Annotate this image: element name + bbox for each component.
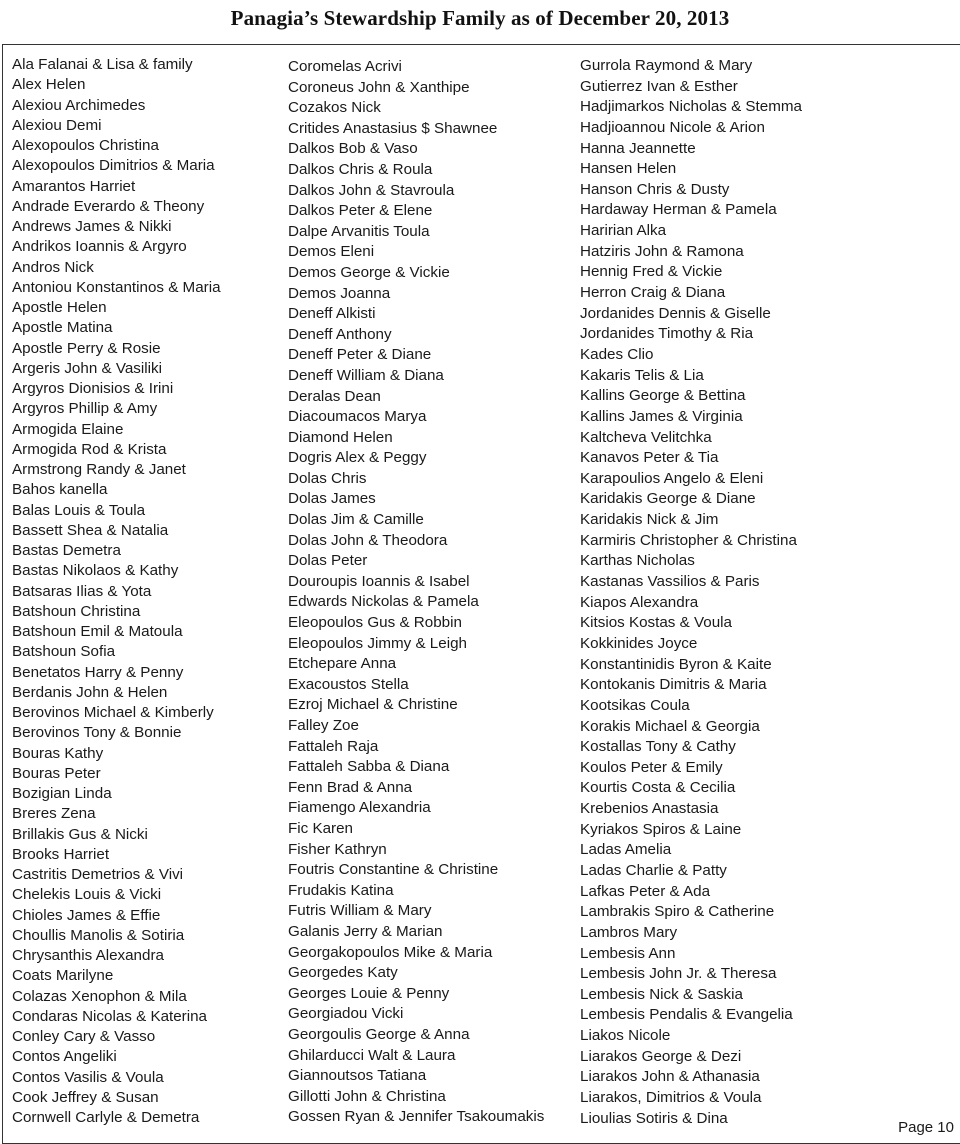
list-item: Hadjioannou Nicole & Arion	[580, 118, 765, 136]
list-item: Karthas Nicholas	[580, 552, 695, 570]
list-item: Dolas John & Theodora	[288, 531, 448, 549]
list-item: Kontokanis Dimitris & Maria	[580, 676, 767, 694]
list-item: Gurrola Raymond & Mary	[580, 57, 753, 74]
list-item: Bouras Peter	[12, 764, 101, 782]
list-item: Benetatos Harry & Penny	[12, 663, 184, 681]
list-item: Fisher Kathryn	[288, 840, 387, 858]
list-item: Batshoun Emil & Matoula	[12, 623, 183, 640]
list-item: Karapoulios Angelo & Eleni	[580, 469, 764, 487]
list-item: Apostle Matina	[12, 319, 113, 337]
list-item: Castritis Demetrios & Vivi	[12, 866, 184, 883]
list-item: Jordanides Dennis & Giselle	[580, 304, 771, 322]
list-item: Deneff Alkisti	[288, 305, 376, 323]
list-item: Giannoutsos Tatiana	[288, 1067, 427, 1085]
list-item: Liarakos, Dimitrios & Voula	[580, 1089, 762, 1107]
list-item: Ladas Charlie & Patty	[580, 861, 727, 879]
list-item: Berovinos Tony & Bonnie	[12, 724, 182, 742]
list-item: Berdanis John & Helen	[12, 683, 168, 701]
list-item: Contos Vasilis & Voula	[12, 1068, 164, 1086]
list-item: Cornwell Carlyle & Demetra	[12, 1109, 200, 1126]
page-number: Page 10	[898, 1119, 954, 1136]
list-item: Hardaway Herman & Pamela	[580, 201, 777, 219]
list-item: Chelekis Louis & Vicki	[12, 886, 162, 904]
list-item: Etchepare Anna	[288, 655, 397, 673]
name-column-1	[12, 55, 221, 1128]
list-item: Ladas Amelia	[580, 841, 672, 859]
list-item: Deneff Peter & Diane	[288, 346, 432, 364]
list-item: Batshoun Sofia	[12, 643, 116, 661]
list-item: Lembesis Pendalis & Evangelia	[580, 1006, 793, 1024]
list-item: Bastas Demetra	[12, 542, 121, 559]
list-item: Korakis Michael & Georgia	[580, 717, 760, 735]
list-item: Armogida Rod & Krista	[12, 440, 167, 458]
list-item: Liarakos John & Athanasia	[580, 1068, 760, 1086]
list-item: Coromelas Acrivi	[288, 58, 402, 75]
list-item: Breres Zena	[12, 805, 96, 823]
list-item: Hatziris John & Ramona	[580, 242, 744, 260]
list-item: Bouras Kathy	[12, 744, 104, 762]
list-item: Antoniou Konstantinos & Maria	[12, 278, 221, 296]
list-item: Georgedes Katy	[288, 964, 398, 982]
list-item: Brillakis Gus & Nicki	[12, 825, 148, 843]
list-item: Kyriakos Spiros & Laine	[580, 820, 742, 838]
list-item: Kourtis Costa & Cecilia	[580, 779, 736, 797]
list-item: Kades Clio	[580, 345, 654, 363]
name-column-3	[580, 56, 802, 1129]
list-item: Lambrakis Spiro & Catherine	[580, 903, 775, 921]
list-item: Argyros Phillip & Amy	[12, 400, 158, 418]
list-item: Haririan Alka	[580, 222, 667, 240]
list-item: Choullis Manolis & Sotiria	[12, 926, 185, 944]
list-item: Kastanas Vassilios & Paris	[580, 573, 760, 591]
list-item: Galanis Jerry & Marian	[288, 922, 443, 940]
list-item: Coroneus John & Xanthipe	[288, 78, 470, 96]
list-item: Douroupis Ioannis & Isabel	[288, 572, 470, 590]
list-item: Armstrong Randy & Janet	[12, 461, 186, 478]
list-item: Karidakis George & Diane	[580, 490, 756, 508]
list-item: Ghilarducci Walt & Laura	[288, 1046, 456, 1064]
list-item: Alexopoulos Dimitrios & Maria	[12, 157, 215, 175]
list-item: Fattaleh Raja	[288, 737, 379, 755]
list-item: Alexopoulos Christina	[12, 137, 159, 154]
list-item: Berovinos Michael & Kimberly	[12, 704, 214, 721]
list-item: Deneff Anthony	[288, 325, 392, 343]
list-item: Bastas Nikolaos & Kathy	[12, 562, 179, 580]
list-item: Kokkinides Joyce	[580, 634, 698, 652]
list-item: Balas Louis & Toula	[12, 501, 146, 519]
list-item: Kitsios Kostas & Voula	[580, 614, 732, 632]
list-item: Ezroj Michael & Christine	[288, 696, 458, 714]
list-item: Lembesis Nick & Saskia	[580, 985, 743, 1003]
list-item: Konstantinidis Byron & Kaite	[580, 655, 772, 673]
list-item: Diamond Helen	[288, 428, 393, 446]
list-item: Argeris John & Vasiliki	[12, 359, 162, 377]
list-item: Dalkos Chris & Roula	[288, 160, 433, 178]
list-item: Hadjimarkos Nicholas & Stemma	[580, 98, 802, 116]
list-item: Kaltcheva Velitchka	[580, 428, 712, 446]
list-item: Exacoustos Stella	[288, 675, 409, 693]
list-item: Fenn Brad & Anna	[288, 778, 413, 796]
list-item: Dolas Peter	[288, 552, 368, 570]
list-item: Colazas Xenophon & Mila	[12, 987, 187, 1005]
list-item: Contos Angeliki	[12, 1048, 117, 1066]
list-item: Dalkos Peter & Elene	[288, 202, 433, 220]
list-item: Coats Marilyne	[12, 967, 114, 985]
list-item: Kootsikas Coula	[580, 696, 690, 714]
list-item: Batshoun Christina	[12, 602, 141, 620]
list-item: Gutierrez Ivan & Esther	[580, 77, 738, 95]
list-item: Cozakos Nick	[288, 99, 381, 117]
list-item: Kallins George & Bettina	[580, 387, 746, 405]
list-item: Kallins James & Virginia	[580, 407, 743, 425]
list-item: Amarantos Harriet	[12, 177, 136, 195]
list-item: Karmiris Christopher & Christina	[580, 531, 797, 549]
list-item: Dalpe Arvanitis Toula	[288, 222, 430, 240]
list-item: Dalkos John & Stavroula	[288, 181, 455, 199]
list-item: Alexiou Archimedes	[12, 96, 146, 114]
list-item: Kostallas Tony & Cathy	[580, 738, 736, 756]
list-item: Fattaleh Sabba & Diana	[288, 758, 450, 776]
list-item: Demos Eleni	[288, 243, 375, 261]
list-item: Kiapos Alexandra	[580, 593, 699, 611]
list-item: Demos George & Vickie	[288, 263, 450, 281]
list-item: Conley Cary & Vasso	[12, 1028, 156, 1045]
list-item: Hanson Chris & Dusty	[580, 180, 730, 198]
list-item: Deneff William & Diana	[288, 366, 444, 384]
list-item: Krebenios Anastasia	[580, 800, 719, 818]
list-item: Condaras Nicolas & Katerina	[12, 1007, 208, 1025]
list-item: Lambros Mary	[580, 923, 678, 941]
list-item: Georgoulis George & Anna	[288, 1025, 470, 1043]
list-item: Apostle Helen	[12, 299, 107, 316]
list-item: Lioulias Sotiris & Dina	[580, 1109, 728, 1127]
list-item: Diacoumacos Marya	[288, 408, 427, 426]
list-item: Chioles James & Effie	[12, 906, 161, 924]
list-item: Brooks Harriet	[12, 845, 110, 863]
list-item: Alexiou Demi	[12, 116, 102, 134]
list-item: Georges Louie & Penny	[288, 984, 450, 1002]
list-item: Lembesis John Jr. & Theresa	[580, 965, 777, 983]
list-item: Deralas Dean	[288, 387, 381, 405]
list-item: Andrews James & Nikki	[12, 218, 172, 235]
list-item: Liarakos George & Dezi	[580, 1047, 742, 1065]
list-item: Demos Joanna	[288, 284, 391, 302]
list-item: Falley Zoe	[288, 717, 359, 734]
list-item: Batsaras Ilias & Yota	[12, 582, 152, 600]
list-item: Edwards Nickolas & Pamela	[288, 593, 479, 611]
list-item: Georgakopoulos Mike & Maria	[288, 943, 493, 961]
list-item: Liakos Nicole	[580, 1027, 671, 1045]
list-item: Frudakis Katina	[288, 881, 394, 899]
list-item: Dogris Alex & Peggy	[288, 449, 427, 467]
list-item: Lembesis Ann	[580, 944, 676, 962]
list-item: Georgiadou Vicki	[288, 1005, 404, 1023]
list-item: Fic Karen	[288, 819, 353, 837]
list-item: Foutris Constantine & Christine	[288, 861, 499, 879]
list-item: Dolas Jim & Camille	[288, 511, 424, 529]
list-item: Bahos kanella	[12, 481, 108, 499]
list-item: Eleopoulos Jimmy & Leigh	[288, 634, 467, 652]
list-item: Hanna Jeannette	[580, 139, 696, 157]
list-item: Kanavos Peter & Tia	[580, 449, 719, 467]
page-title: Panagia’s Stewardship Family as of December 20, 2013	[230, 6, 730, 30]
list-item: Cook Jeffrey & Susan	[12, 1088, 159, 1106]
list-item: Apostle Perry & Rosie	[12, 339, 161, 357]
list-item: Hennig Fred & Vickie	[580, 263, 723, 281]
list-item: Futris William & Mary	[288, 902, 432, 920]
list-item: Eleopoulos Gus & Robbin	[288, 614, 462, 632]
list-item: Lafkas Peter & Ada	[580, 882, 711, 900]
list-item: Karidakis Nick & Jim	[580, 511, 719, 529]
list-item: Bassett Shea & Natalia	[12, 521, 169, 539]
name-column-2	[288, 57, 544, 1128]
list-item: Herron Craig & Diana	[580, 284, 726, 302]
list-item: Dolas Chris	[288, 469, 367, 487]
list-item: Hansen Helen	[580, 160, 677, 178]
list-item: Ala Falanai & Lisa & family	[12, 56, 193, 73]
list-item: Kakaris Telis & Lia	[580, 366, 704, 384]
list-item: Bozigian Linda	[12, 785, 112, 802]
list-item: Critides Anastasius $ Shawnee	[288, 119, 498, 137]
list-item: Armogida Elaine	[12, 420, 124, 438]
list-item: Gossen Ryan & Jennifer Tsakoumakis	[288, 1108, 545, 1126]
list-item: Gillotti John & Christina	[288, 1087, 446, 1105]
list-item: Jordanides Timothy & Ria	[580, 325, 754, 343]
list-item: Argyros Dionisios & Irini	[12, 380, 174, 397]
list-item: Alex Helen	[12, 76, 86, 94]
list-item: Fiamengo Alexandria	[288, 799, 431, 817]
list-item: Andros Nick	[12, 258, 94, 276]
list-item: Koulos Peter & Emily	[580, 758, 723, 776]
list-item: Andrikos Ioannis & Argyro	[12, 238, 187, 256]
list-item: Dolas James	[288, 490, 376, 508]
list-item: Dalkos Bob & Vaso	[288, 140, 418, 158]
list-item: Andrade Everardo & Theony	[12, 197, 205, 215]
list-item: Chrysanthis Alexandra	[12, 947, 164, 964]
